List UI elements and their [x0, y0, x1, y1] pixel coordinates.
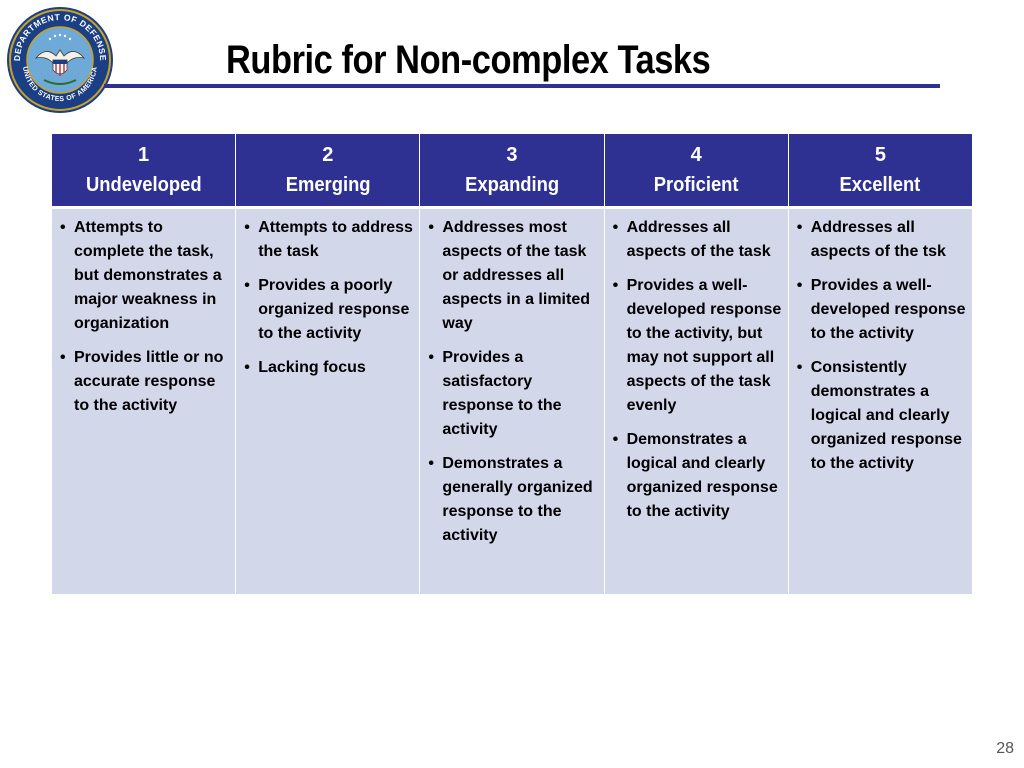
- criteria-item: [612, 216, 782, 264]
- criteria-text: Addresses most aspects of the task or addresses all aspects in a limited way: [442, 219, 590, 332]
- criteria-cell-1: [52, 208, 236, 595]
- criteria-item: [243, 356, 413, 380]
- bullet-icon: •: [796, 277, 803, 294]
- criteria-list: [796, 216, 966, 476]
- rubric-table: [51, 133, 973, 595]
- bullet-icon: •: [60, 219, 66, 236]
- criteria-text: Provides a satisfactory response to the activity: [442, 349, 562, 438]
- bullet-icon: •: [612, 277, 619, 294]
- criteria-item: [243, 274, 413, 346]
- criteria-cell-3: [420, 208, 604, 595]
- criteria-item: [612, 274, 782, 418]
- criteria-item: [427, 216, 597, 336]
- level-number: 4: [690, 144, 702, 166]
- criteria-text: Demonstrates a logical and clearly organized response to the activity: [626, 431, 778, 520]
- criteria-item: [796, 216, 966, 264]
- rubric-header-row: [52, 134, 973, 208]
- title-underline: [104, 84, 940, 88]
- level-number: 3: [506, 144, 518, 166]
- criteria-list: [427, 216, 597, 548]
- bullet-icon: •: [428, 455, 434, 472]
- criteria-text: Addresses all aspects of the tsk: [810, 219, 946, 260]
- criteria-item: [612, 428, 782, 524]
- level-header-3: [420, 134, 604, 208]
- criteria-text: Lacking focus: [258, 359, 366, 376]
- criteria-list: [612, 216, 782, 524]
- bullet-icon: •: [244, 359, 250, 376]
- criteria-item: [243, 216, 413, 264]
- level-label: Excellent: [839, 174, 921, 196]
- level-header-2: [236, 134, 420, 208]
- level-header-1: [52, 134, 236, 208]
- bullet-icon: •: [244, 277, 250, 294]
- page-title: Rubric for Non-complex Tasks: [226, 38, 711, 82]
- criteria-text: Provides a poorly organized response to the activity: [258, 277, 410, 342]
- seal-text-bottom: UNITED STATES OF AMERICA: [21, 66, 99, 104]
- bullet-icon: •: [244, 219, 250, 236]
- level-label: Emerging: [285, 174, 371, 196]
- criteria-cell-4: [604, 208, 788, 595]
- level-header-5: [788, 134, 972, 208]
- criteria-text: Addresses all aspects of the task: [626, 219, 771, 260]
- level-label: Undeveloped: [85, 174, 202, 196]
- criteria-text: Attempts to complete the task, but demonstrates a major weakness in organization: [74, 219, 222, 332]
- bullet-icon: •: [612, 219, 619, 236]
- seal-text-top: DEPARTMENT OF DEFENSE: [11, 11, 109, 62]
- bullet-icon: •: [60, 349, 66, 366]
- bullet-icon: •: [428, 219, 434, 236]
- criteria-text: Consistently demonstrates a logical and clearly organized response to the activity: [810, 359, 962, 472]
- level-number: 5: [874, 144, 886, 166]
- bullet-icon: •: [428, 349, 434, 366]
- criteria-item: [796, 356, 966, 476]
- criteria-item: [796, 274, 966, 346]
- rubric-criteria-row: [52, 208, 973, 595]
- criteria-text: Attempts to address the task: [258, 219, 413, 260]
- bullet-icon: •: [796, 359, 803, 376]
- criteria-text: Provides little or no accurate response to the activity: [74, 349, 224, 414]
- level-label: Proficient: [653, 174, 739, 196]
- level-label: Expanding: [464, 174, 559, 196]
- criteria-text: Provides a well-developed response to the activity: [810, 277, 966, 342]
- page-number: 28: [996, 740, 1014, 757]
- level-number: 1: [138, 144, 150, 166]
- dod-seal-icon: [6, 6, 114, 114]
- criteria-item: [59, 216, 229, 336]
- bullet-icon: •: [612, 431, 619, 448]
- criteria-item: [427, 346, 597, 442]
- criteria-text: Provides a well-developed response to the activity, but may not support all aspects of the task evenly: [626, 277, 782, 414]
- criteria-cell-2: [236, 208, 420, 595]
- criteria-list: [243, 216, 413, 380]
- criteria-cell-5: [788, 208, 972, 595]
- criteria-text: Demonstrates a generally organized response to the activity: [442, 455, 593, 544]
- level-number: 2: [322, 144, 334, 166]
- criteria-item: [427, 452, 597, 548]
- criteria-list: [59, 216, 229, 418]
- level-header-4: [604, 134, 788, 208]
- criteria-item: [59, 346, 229, 418]
- bullet-icon: •: [796, 219, 803, 236]
